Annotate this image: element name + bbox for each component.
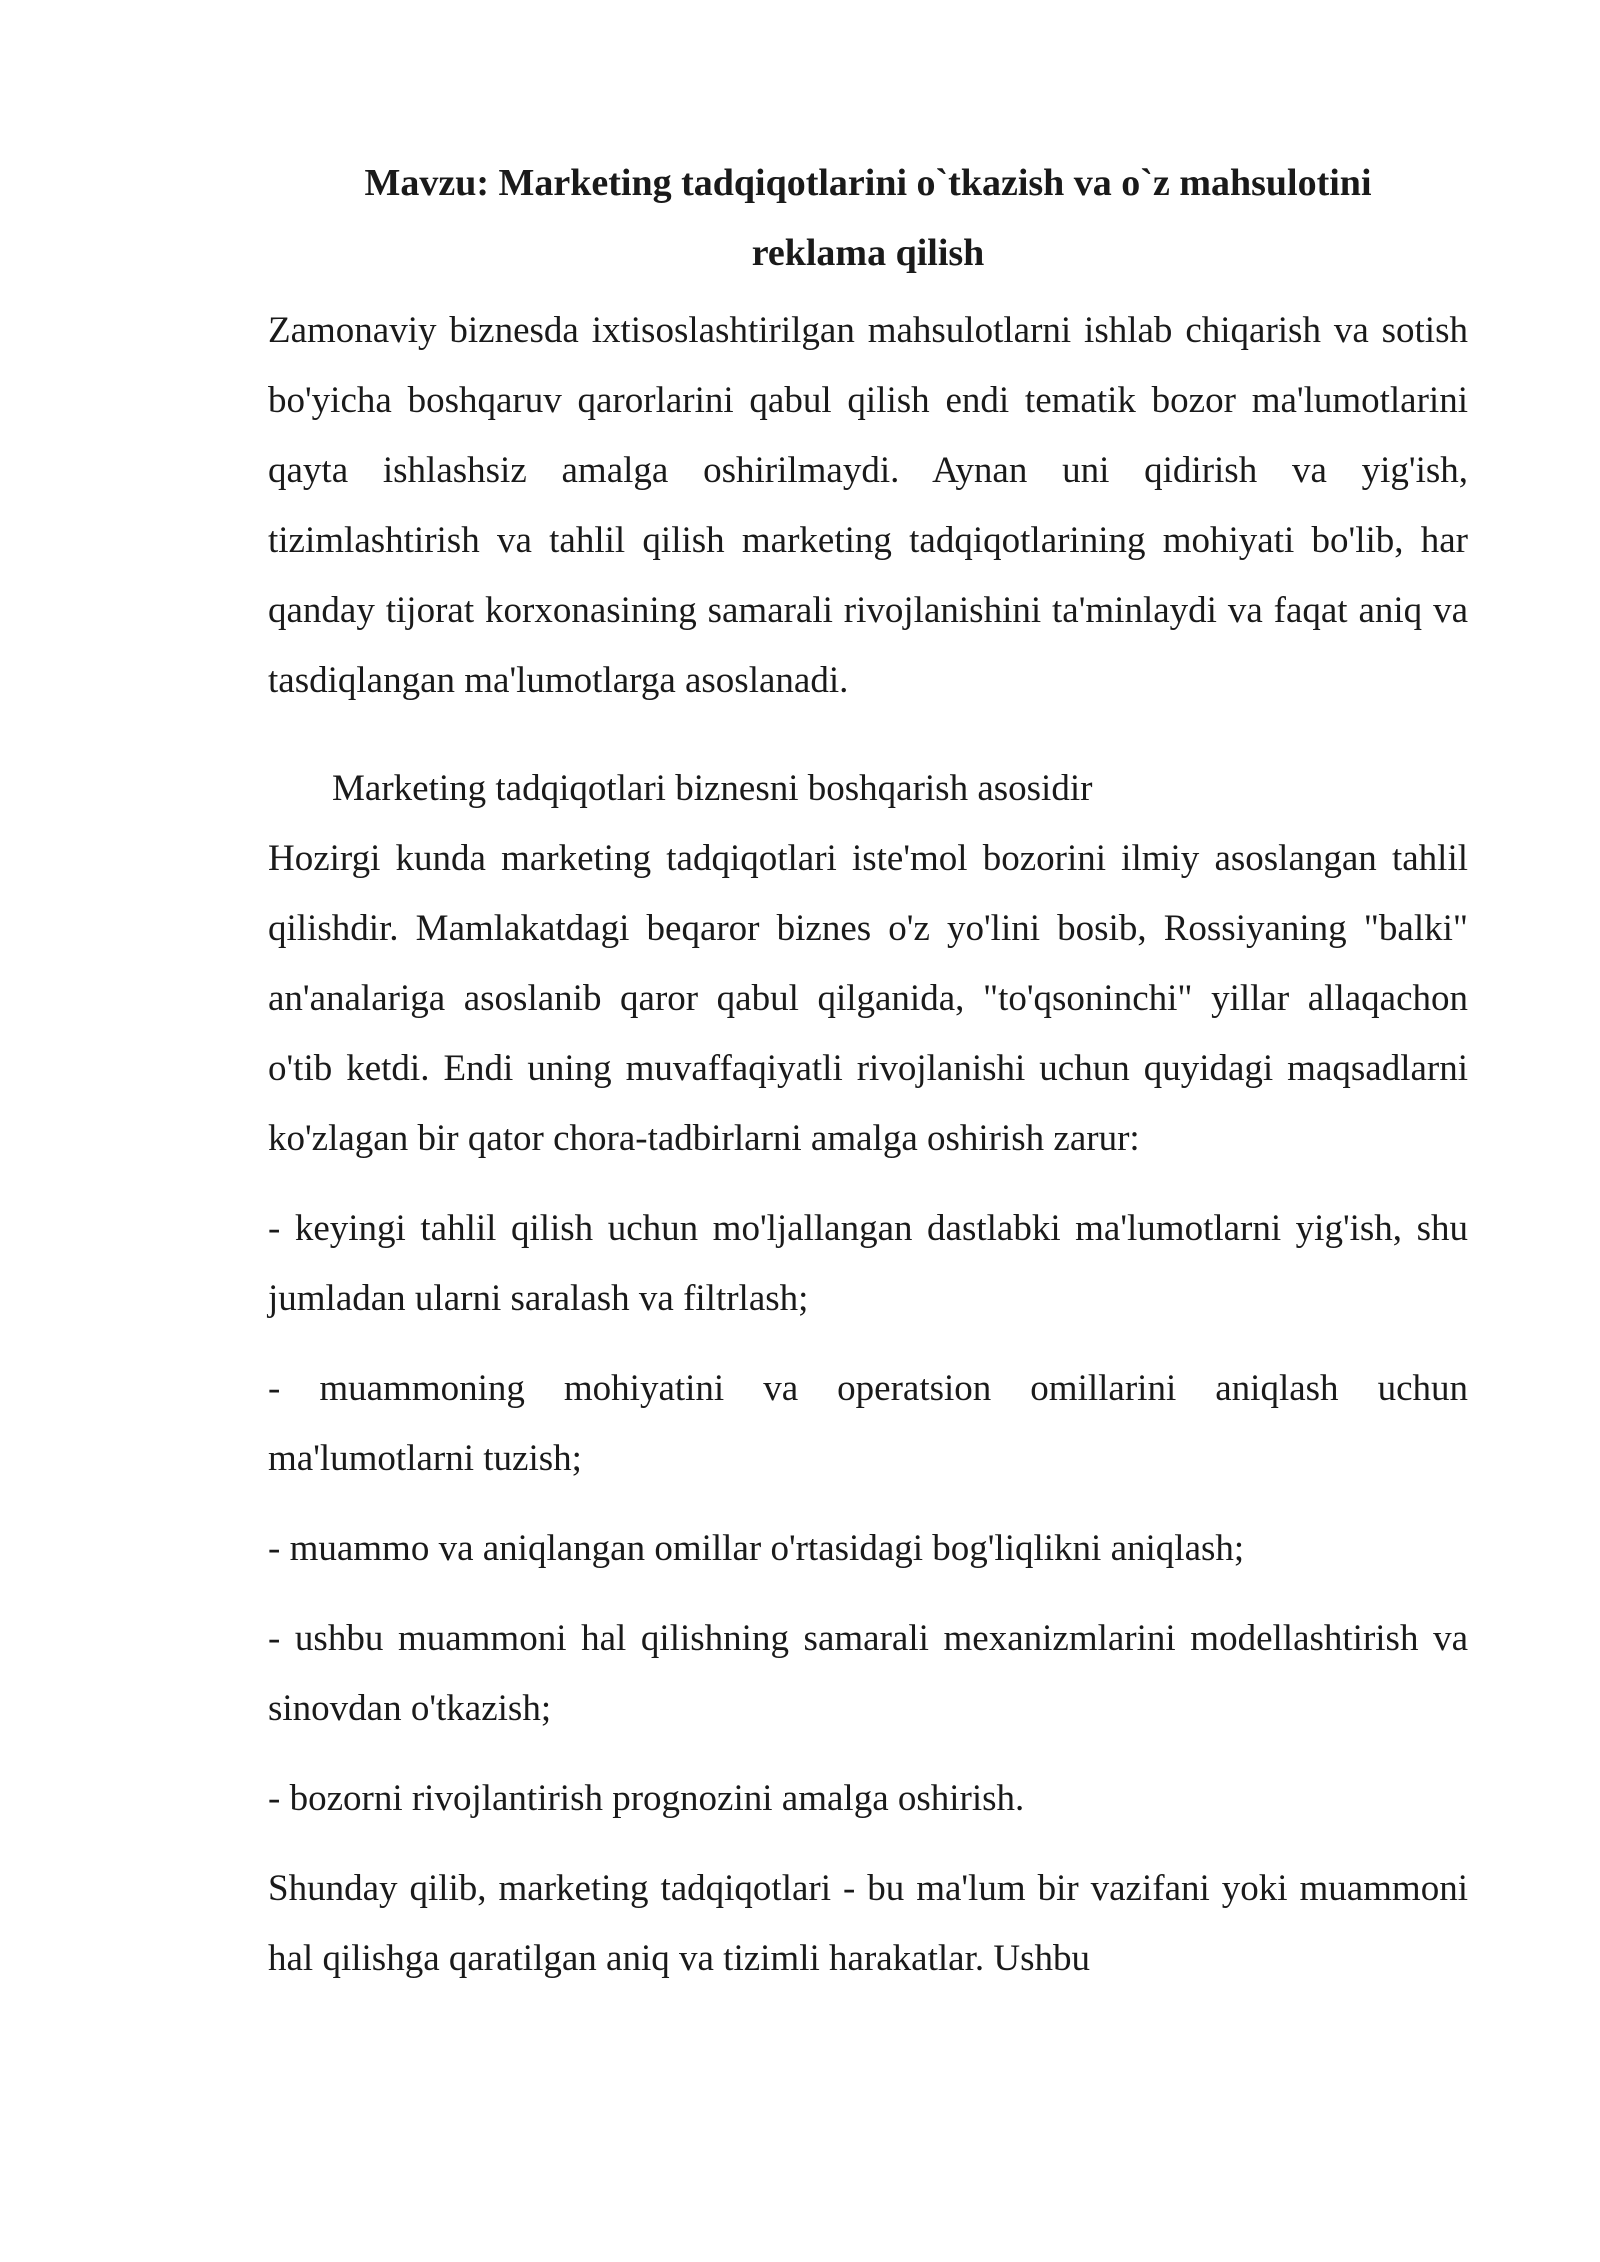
title-line-1: Mavzu: Marketing tadqiqotlarini o`tkazish va o`z mahsulotini <box>364 162 1372 204</box>
list-item: - ushbu muammoni hal qilishning samarali mexanizmlarini modellashtirish va sinovdan o'tkazish; <box>268 1618 1468 1729</box>
document-title <box>268 148 1468 288</box>
final-paragraph: Shunday qilib, marketing tadqiqotlari - bu ma'lum bir vazifani yoki muammoni hal qilishga qaratilgan aniq va tizimli harakatlar. Ushbu <box>268 1868 1468 1979</box>
list-item: - bozorni rivojlantirish prognozini amalga oshirish. <box>268 1778 1025 1819</box>
body-paragraph: Hozirgi kunda marketing tadqiqotlari iste'mol bozorini ilmiy asoslangan tahlil qilishdir. Mamlakatdagi beqaror biznes o'z yo'lini bosib, Rossiyaning "balki" an'analariga asoslanib qaror qabul qilganida, "to'qsoninchi" yillar allaqachon o'tib ketdi. Endi uning muvaffaqiyatli rivojlanishi uchun quyidagi maqsadlarni ko'zlagan bir qator chora-tadbirlarni amalga oshirish zarur: <box>268 838 1468 1159</box>
intro-paragraph: Zamonaviy biznesda ixtisoslashtirilgan mahsulotlarni ishlab chiqarish va sotish bo'yicha boshqaruv qarorlarini qabul qilish endi tematik bozor ma'lumotlarini qayta ishlashsiz amalga oshirilmaydi. Aynan uni qidirish va yig'ish, tizimlashtirish va tahlil qilish marketing tadqiqotlarining mohiyati bo'lib, har qanday tijorat korxonasining samarali rivojlanishini ta'minlaydi va faqat aniq va tasdiqlangan ma'lumotlarga asoslanadi. <box>268 310 1468 701</box>
section-subheading: Marketing tadqiqotlari biznesni boshqarish asosidir <box>332 768 1093 809</box>
title-line-2: reklama qilish <box>751 232 985 274</box>
list-item: - keyingi tahlil qilish uchun mo'ljallangan dastlabki ma'lumotlarni yig'ish, shu jumladan ularni saralash va filtrlash; <box>268 1208 1468 1319</box>
document-page <box>268 148 1468 1994</box>
list-item: - muammoning mohiyatini va operatsion omillarini aniqlash uchun ma'lumotlarni tuzish; <box>268 1368 1468 1479</box>
list-item: - muammo va aniqlangan omillar o'rtasidagi bog'liqlikni aniqlash; <box>268 1528 1245 1569</box>
